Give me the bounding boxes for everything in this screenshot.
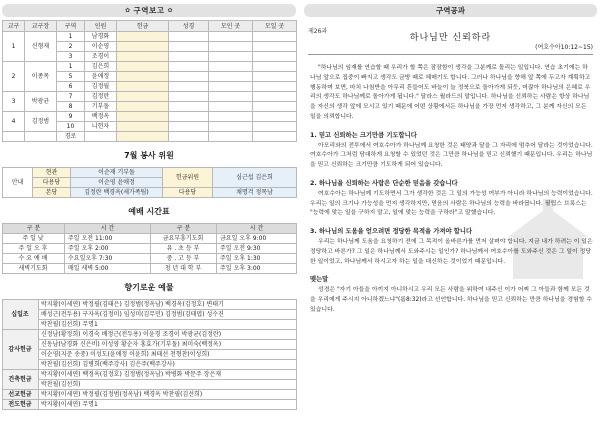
- table-row: [3, 400, 297, 410]
- schedule-cell: 주일 오후 3:00: [217, 264, 297, 274]
- lesson-reference: (여호수아10:12~15): [535, 44, 593, 51]
- leader-cell: 이종목: [25, 62, 57, 92]
- schedule-title: 예배 시간표: [128, 206, 170, 216]
- offering-table: [2, 299, 297, 410]
- schedule-cell: 주일 오후 1:30: [217, 254, 297, 264]
- service-cell: 다용당: [33, 178, 71, 188]
- table-row: [3, 264, 297, 274]
- offering-text: 박지황(이세연) 박정필(김태은) 김정범(정옥남) 백경옥(김정호) 변태기: [39, 300, 297, 310]
- table-row: [3, 340, 297, 350]
- gyogu-cell: 3: [3, 92, 25, 112]
- offering-category: 선교헌금: [3, 390, 39, 400]
- flower-icon: ✿: [167, 7, 174, 14]
- service-cell: 본당: [33, 188, 71, 198]
- flower-icon: ✿: [124, 7, 131, 14]
- name-cell: 남경화: [85, 32, 117, 42]
- offering-text: 박지황(이세연) 박정필(김정범(정옥남) 백경옥 박찬필(김선희): [39, 390, 297, 400]
- area-cell: 5: [57, 72, 85, 82]
- table-row: [3, 320, 297, 330]
- divider: [308, 54, 593, 55]
- schedule-header-row: [3, 224, 297, 234]
- offering-text: 신동남(남경화 신은비) 이성영 황순자 홍효가(기부돌) 최미숙(백정옥): [39, 340, 297, 350]
- lesson-intro: "하나님의 임재를 연습할 때 우리가 할 쪽은 잠잠함이 생각을 그분께로 돌리는 일입니다. 연습 초기에는 하나님 앞으로 집중이 빠지고 생각도 금방 때로 헤매기도 합니다. 그러나 하나님을 향해 앞 쪽에 두고자 계획하고 행동하며 보면, 마치 나침반을 아무리 흔들어도 바늘이 늘 정북으로 돌아가게 되듯, 머잖아 하나님의 은혜로 우리의 생각도 하나님께로 돌아가게 됩니다." 달라스 윌라드의 말입니다. 하나님을 신뢰하는 사람은 항상 하나님을 자신의 생각 앞에 모시고 있기 때문에 어떤 상황에서든 하나님을 가장 먼저 생각하고, 그 분께 자신의 모든 일을 의뢰합니다.: [310, 65, 591, 120]
- schedule-cell: 주 일 오 후: [3, 244, 65, 254]
- offering-text: 박지황(이세연) 백정옥(김정호) 김정범(정옥남) 박병화 박문주 장은재: [39, 370, 297, 380]
- area-cell: 9: [57, 112, 85, 122]
- schedule-cell: 중 . 고 등 부: [151, 254, 217, 264]
- right-column: [304, 4, 597, 424]
- table-row: [3, 380, 297, 390]
- schedule-cell: 새벽기도회: [3, 264, 65, 274]
- service-cell: 헌금위원: [163, 168, 213, 188]
- service-cell: 다용당: [163, 188, 213, 198]
- schedule-cell: 주일 오전 9:30: [217, 244, 297, 254]
- service-section-header: [2, 146, 296, 164]
- lesson-number: 제26과: [308, 28, 328, 35]
- table-row: [3, 188, 297, 198]
- gyogu-cell: 1: [3, 32, 25, 62]
- schedule-cell: 주일 오후 2:00: [65, 244, 151, 254]
- offering-category: 전도헌금: [3, 400, 39, 410]
- gyogu-cell: 4: [3, 112, 25, 132]
- name-cell: 김정란: [85, 92, 117, 102]
- table-row: [3, 330, 297, 340]
- area-cell: 7: [57, 92, 85, 102]
- name-cell: 김정월: [85, 82, 117, 92]
- service-label: 안내: [3, 168, 33, 198]
- col-header: 교구장: [25, 21, 57, 32]
- offering-text: 박찬필(김선희) 무명1: [39, 320, 297, 330]
- lesson-body: [310, 64, 593, 316]
- table-row: [3, 32, 297, 42]
- table-row: [3, 234, 297, 244]
- schedule-cell: 금요부흥기도회: [151, 234, 217, 244]
- col-header: 교구: [3, 21, 25, 32]
- service-cell: 김정란 백경옥(세가족팀): [71, 188, 163, 198]
- schedule-cell: 청 년 대 학 부: [151, 264, 217, 274]
- name-cell: 기부돌: [85, 102, 117, 112]
- schedule-section-header: [2, 202, 296, 220]
- table-row: [3, 92, 297, 102]
- col-header: 성경: [169, 21, 209, 32]
- table-row: [3, 350, 297, 360]
- col-header: 구 분: [151, 224, 217, 234]
- offering-category: 십일조: [3, 300, 39, 330]
- name-cell: 조경이: [85, 52, 117, 62]
- offering-text: 신정남(황정희) 이경숙 배정근(전두용) 이윤경 조경이 박광균(김정란): [39, 330, 297, 340]
- service-title: 7월 봉사 위원: [124, 150, 174, 160]
- table-row: [3, 300, 297, 310]
- lesson-title: 하나님만 신뢰하라: [409, 33, 492, 43]
- schedule-cell: 금요일 오후 9:00: [217, 234, 297, 244]
- area-cell: 6: [57, 82, 85, 92]
- offering-section-header: [2, 278, 296, 296]
- offering-text: 이순영(지준 송중) 이성도(윤애정 이윤희) 최태선 천형찬(이성희): [39, 350, 297, 360]
- table-row: [3, 132, 297, 142]
- service-cell: 현관: [33, 168, 71, 178]
- table-row: [3, 244, 297, 254]
- name-cell: 니헌자: [85, 122, 117, 132]
- area-cell: 8: [57, 102, 85, 112]
- area-cell: 2: [57, 42, 85, 52]
- schedule-cell: 유 . 초 등 부: [151, 244, 217, 254]
- offering-text: 박찬필(김선희): [39, 380, 297, 390]
- col-header: 모일 곳: [253, 21, 297, 32]
- service-cell: 이순영 윤애정: [71, 178, 163, 188]
- offering-text: 박찬필(김선희) 김병희(백주강사) 김은주(백주강사): [39, 360, 297, 370]
- table-row: [3, 112, 297, 122]
- name-cell: 김은희: [85, 62, 117, 72]
- lesson-paragraph: 아모리와의 전투에서 여호수아가 하나님께 요청한 것은 태양과 달을 그 자리에 멈추어 달라는 것이었습니다. 여호수아가 그처럼 담대하게 요청할 수 있었던 것은 그만큼 하나님을 믿고 신뢰했기 때문입니다. 우리는 하나님을 믿고 신뢰하는 크기만큼 기도하게 되어 있습니다.: [310, 142, 593, 169]
- area-cell: 1: [57, 32, 85, 42]
- area-cell: 10: [57, 122, 85, 132]
- col-header: 인원: [85, 21, 117, 32]
- col-header: 헌금: [117, 21, 169, 32]
- left-column: [2, 4, 296, 424]
- service-cell: 채명걱 정목남: [213, 188, 297, 198]
- lesson-point-heading: 2. 하나님을 신뢰하는 사람은 단순한 믿음을 갖습니다: [310, 179, 458, 187]
- col-header: 구 분: [3, 224, 65, 234]
- lesson-point-heading: 3. 하나님의 도움을 얻으려면 정당한 목적을 가져야 합니다: [310, 228, 473, 236]
- table-row: [3, 310, 297, 320]
- col-header: 모인 곳: [209, 21, 253, 32]
- lesson-point-heading: 1. 믿고 신뢰하는 크기만큼 기도합니다: [310, 131, 417, 139]
- leader-cell: 박광균: [25, 92, 57, 112]
- col-header: 시 간: [217, 224, 297, 234]
- schedule-cell: 수 요 예 배: [3, 254, 65, 264]
- lesson-section-header: [304, 4, 597, 17]
- table-row: [3, 254, 297, 264]
- offering-text: 박지황(이세연) 무명1: [39, 400, 297, 410]
- area-cell: 3: [57, 52, 85, 62]
- name-cell: 윤애정: [85, 72, 117, 82]
- table-row: [3, 360, 297, 370]
- lesson-paragraph: 우리는 하나님께 도움을 요청하기 전에 그 목적이 올바른가를 먼저 살펴야 합니다. 지금 내가 하려는 이 일은 정당하고 바른가? 그 일은 하나님께서 도와주시는 일인가? 하나님께서 여호수아를 도와주신 것은 그 일이 정당한 일이었고, 하나님께서 하시고자 하는 일을 대신하는 것이었기 때문입니다.: [310, 238, 593, 265]
- lesson-paragraph: 성경은 "자기 아들을 아끼지 아니하시고 우리 모든 사람을 위하여 내주신 이가 어찌 그 아들과 함께 모든 것을 우리에게 주시지 아니하겠느냐"(롬8:32)라고 선언합니다. 하나님을 믿고 신뢰하는 만큼 하나님을 경험할 수 있습니다.: [310, 287, 592, 313]
- name-cell: 백정옥: [85, 112, 117, 122]
- area-cell: 경로: [57, 132, 85, 142]
- lesson-paragraph: 여호수아는 하나님께 기도하면서 그가 생각한 것은 그 일의 가능성 여부가 아니라 하나님의 능력이었습니다. 우리는 일의 크기나 가능성을 먼저 생각하지만, 믿음의 사람은 하나님의 능력을 바라봅니다. 필립스 브룩스는 "능력에 맞는 일을 구하지 말고, 일에 맞는 능력을 구하라"고 말했습니다.: [310, 190, 593, 217]
- area-cell: 1: [57, 62, 85, 72]
- offering-text: 배성근(전두용) 구자옥(김정미) 임성미(김무민) 김정범(김태엽) 성수진: [39, 310, 297, 320]
- leader-cell: 김정범: [25, 112, 57, 132]
- service-table: [2, 167, 297, 198]
- table-row: [3, 390, 297, 400]
- col-header: 구역: [57, 21, 85, 32]
- name-cell: 이순영: [85, 42, 117, 52]
- table-row: [3, 62, 297, 72]
- lesson-section-title: 구역공과: [436, 6, 465, 15]
- col-header: 시 간: [65, 224, 151, 234]
- gyogu-cell: 2: [3, 62, 25, 92]
- schedule-cell: 수요일오후 7:30: [65, 254, 151, 264]
- leader-cell: 신형재: [25, 32, 57, 62]
- offering-category: 건축헌금: [3, 370, 39, 390]
- district-header-row: [3, 21, 297, 32]
- district-table: [2, 20, 297, 142]
- service-cell: 심근섭 김은희: [213, 168, 297, 188]
- offering-category: 감사헌금: [3, 330, 39, 370]
- lesson-conclusion-heading: 맺는말: [310, 276, 329, 284]
- district-report-header: [2, 4, 296, 17]
- table-row: [3, 168, 297, 178]
- service-cell: 이순재 기부돌: [71, 168, 163, 178]
- schedule-table: [2, 223, 297, 274]
- table-row: [3, 370, 297, 380]
- schedule-cell: 주 일 낮: [3, 234, 65, 244]
- schedule-cell: 매일 새벽 5:00: [65, 264, 151, 274]
- offering-title: 향기로운 예물: [124, 282, 174, 292]
- schedule-cell: 주일 오전 11:00: [65, 234, 151, 244]
- district-report-title: 구역보고: [133, 6, 165, 15]
